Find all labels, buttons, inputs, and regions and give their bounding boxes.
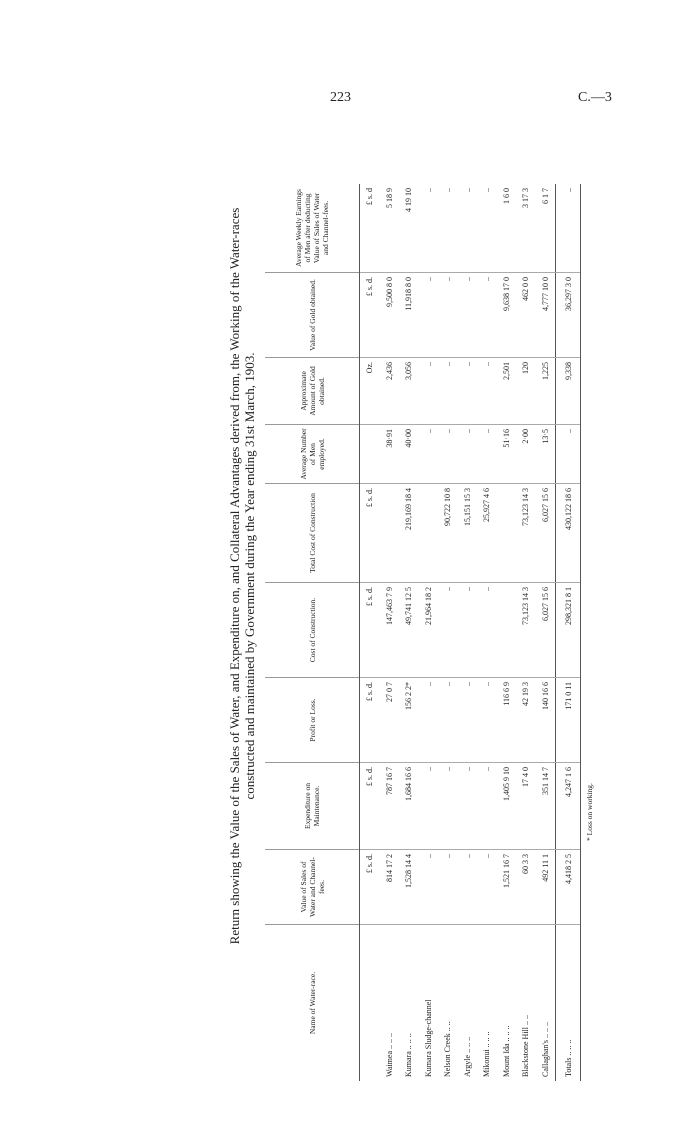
col-men: Average Number of Men employed. bbox=[265, 425, 360, 484]
table-cell: .. bbox=[438, 678, 458, 763]
table-cell: 351 14 7 bbox=[536, 763, 556, 850]
table-cell: .. bbox=[458, 184, 478, 273]
table-cell: Argyle .. .. .. bbox=[462, 1036, 472, 1077]
table-cell: .. bbox=[438, 583, 458, 678]
table-cell: 15,151 15 3 bbox=[458, 484, 478, 583]
col-sales: Value of Sales of Water and Channel-fees. bbox=[265, 850, 360, 925]
table-row bbox=[438, 184, 458, 1081]
unit-cell: £ s. d. bbox=[360, 763, 380, 850]
water-race-table bbox=[265, 184, 581, 1081]
table-cell bbox=[497, 484, 517, 583]
table-cell: 73,123 14 3 bbox=[516, 583, 536, 678]
total-cell: 9,338 bbox=[556, 358, 581, 425]
table-cell: 9,500 8 0 bbox=[380, 273, 400, 358]
col-total-cost: Total Cost of Construction bbox=[265, 484, 360, 583]
table-cell: .. bbox=[458, 583, 478, 678]
unit-cell: £ s. d. bbox=[360, 678, 380, 763]
table-cell: 5 18 9 bbox=[380, 184, 400, 273]
table-cell: 1,405 9 10 bbox=[497, 763, 517, 850]
table-cell: 60 3 3 bbox=[516, 850, 536, 925]
table-row bbox=[497, 184, 517, 1081]
unit-cell bbox=[360, 425, 380, 484]
table-cell: 1 6 0 bbox=[497, 184, 517, 273]
table-cell: .. bbox=[477, 678, 497, 763]
table-cell: 11,918 8 0 bbox=[399, 273, 419, 358]
footnote: * Loss on working. bbox=[585, 783, 594, 841]
table-cell: 6,027 15 6 bbox=[536, 484, 556, 583]
total-cell: .. bbox=[556, 184, 581, 273]
rotated-return-table bbox=[227, 61, 594, 1091]
header-row bbox=[265, 184, 360, 1081]
table-cell: .. bbox=[438, 273, 458, 358]
table-cell: 21,964 18 2 bbox=[419, 583, 439, 678]
table-cell: .. bbox=[458, 763, 478, 850]
table-cell: Waimea .. .. .. bbox=[384, 1032, 394, 1077]
table-cell: .. bbox=[438, 358, 458, 425]
total-cell: 430,122 18 6 bbox=[556, 484, 581, 583]
table-cell: Mount Ida .. .. .. bbox=[501, 1025, 511, 1077]
unit-cell: £ s. d. bbox=[360, 273, 380, 358]
table-row bbox=[380, 184, 400, 1081]
table-cell: 3 17 3 bbox=[516, 184, 536, 273]
table-cell: .. bbox=[477, 850, 497, 925]
table-cell: 49,741 12 5 bbox=[399, 583, 419, 678]
table-cell: 17 4 0 bbox=[516, 763, 536, 850]
table-cell: 156 2 2* bbox=[399, 678, 419, 763]
table-cell: Callaghan's .. .. .. bbox=[540, 1022, 550, 1077]
unit-cell bbox=[360, 925, 380, 1082]
table-cell: .. bbox=[419, 358, 439, 425]
total-cell: 36,297 3 0 bbox=[556, 273, 581, 358]
table-cell: 4,777 10 0 bbox=[536, 273, 556, 358]
table-cell: .. bbox=[419, 678, 439, 763]
table-cell: 42 19 3 bbox=[516, 678, 536, 763]
table-cell: 462 0 0 bbox=[516, 273, 536, 358]
table-cell: 73,123 14 3 bbox=[516, 484, 536, 583]
table-cell: 40·00 bbox=[399, 425, 419, 484]
table-cell: 90,722 10 8 bbox=[438, 484, 458, 583]
total-cell: 4,247 1 6 bbox=[556, 763, 581, 850]
table-cell: Mikonui .. .. .. bbox=[482, 1031, 492, 1077]
table-cell: Nelson Creek .. .. bbox=[443, 1021, 453, 1077]
unit-cell: £ s. d. bbox=[360, 850, 380, 925]
col-maintenance: Expenditure on Maintenance. bbox=[265, 763, 360, 850]
table-cell: 492 11 1 bbox=[536, 850, 556, 925]
unit-cell: Oz. bbox=[360, 358, 380, 425]
table-cell: .. bbox=[458, 358, 478, 425]
table-cell: .. bbox=[419, 763, 439, 850]
table-cell: .. bbox=[419, 184, 439, 273]
table-row bbox=[477, 184, 497, 1081]
document-code: C.—3 bbox=[578, 90, 612, 105]
table-cell: 140 16 6 bbox=[536, 678, 556, 763]
units-row bbox=[360, 184, 380, 1081]
table-cell bbox=[419, 484, 439, 583]
table-cell: .. bbox=[477, 425, 497, 484]
table-cell: 9,638 17 0 bbox=[497, 273, 517, 358]
table-cell: 25,927 4 6 bbox=[477, 484, 497, 583]
table-cell: 147,463 7 9 bbox=[380, 583, 400, 678]
page-number: 223 bbox=[330, 90, 351, 105]
col-profit: Profit or Loss. bbox=[265, 678, 360, 763]
table-cell: 1,528 14 4 bbox=[399, 850, 419, 925]
total-cell: Totals .. .. .. bbox=[556, 925, 581, 1082]
table-cell: .. bbox=[419, 273, 439, 358]
table-cell: .. bbox=[438, 763, 458, 850]
table-cell: .. bbox=[419, 425, 439, 484]
table-cell: .. bbox=[458, 850, 478, 925]
col-gold-amount: Approximate Amount of Gold obtained. bbox=[265, 358, 360, 425]
return-title bbox=[227, 71, 257, 1081]
unit-cell: £ s. d. bbox=[360, 583, 380, 678]
table-cell: Kumara Sludge-channel bbox=[423, 999, 433, 1077]
table-cell: 2,436 bbox=[380, 358, 400, 425]
table-cell: 6 1 7 bbox=[536, 184, 556, 273]
total-cell: 298,321 8 1 bbox=[556, 583, 581, 678]
table-cell: 3,056 bbox=[399, 358, 419, 425]
table-cell: 1,225 bbox=[536, 358, 556, 425]
totals-row bbox=[556, 184, 581, 1081]
table-cell: .. bbox=[477, 763, 497, 850]
table-cell: Blackstone Hill .. .. bbox=[521, 1015, 531, 1077]
table-cell: 120 bbox=[516, 358, 536, 425]
col-cost: Cost of Construction. bbox=[265, 583, 360, 678]
table-cell: .. bbox=[419, 850, 439, 925]
table-cell: 116 6 9 bbox=[497, 678, 517, 763]
table-cell: 38·91 bbox=[380, 425, 400, 484]
table-cell bbox=[380, 484, 400, 583]
table-row bbox=[516, 184, 536, 1081]
table-cell: 2·00 bbox=[516, 425, 536, 484]
table-cell: .. bbox=[438, 850, 458, 925]
table-cell: 51·16 bbox=[497, 425, 517, 484]
table-cell: .. bbox=[477, 583, 497, 678]
unit-cell: £ s. d. bbox=[360, 484, 380, 583]
table-cell: 1,684 16 6 bbox=[399, 763, 419, 850]
table-cell: 13·5 bbox=[536, 425, 556, 484]
table-cell: 219,169 18 4 bbox=[399, 484, 419, 583]
col-weekly-earnings: Average Weekly Earnings of Men after deducting Value of Sales of Water and Channel-fees. bbox=[265, 184, 360, 273]
table-row bbox=[536, 184, 556, 1081]
total-cell: .. bbox=[556, 425, 581, 484]
unit-cell: £ s. d bbox=[360, 184, 380, 273]
table-cell: .. bbox=[438, 425, 458, 484]
table-row bbox=[458, 184, 478, 1081]
table-cell: .. bbox=[477, 358, 497, 425]
title-line-1: Return showing the Value of the Sales of Water, and Expenditure on, and Collateral Advantages derived from, the Working of the Water-races bbox=[227, 207, 242, 945]
table-cell: Kumara .. .. .. bbox=[404, 1033, 414, 1077]
table-cell: 2,501 bbox=[497, 358, 517, 425]
table-cell: .. bbox=[477, 273, 497, 358]
table-cell: .. bbox=[458, 678, 478, 763]
table-cell bbox=[497, 583, 517, 678]
table-cell: .. bbox=[458, 273, 478, 358]
table-cell: .. bbox=[477, 184, 497, 273]
table-cell: 6,027 15 6 bbox=[536, 583, 556, 678]
table-cell: 4 19 10 bbox=[399, 184, 419, 273]
table-cell: .. bbox=[458, 425, 478, 484]
total-cell: 4,418 2 5 bbox=[556, 850, 581, 925]
table-cell: 787 16 7 bbox=[380, 763, 400, 850]
table-row bbox=[419, 184, 439, 1081]
title-line-2: constructed and maintained by Government during the Year ending 31st March, 1903. bbox=[242, 352, 257, 800]
col-name: Name of Water-race. bbox=[265, 925, 360, 1082]
table-cell: .. bbox=[438, 184, 458, 273]
table-row bbox=[399, 184, 419, 1081]
table-cell: 814 17 2 bbox=[380, 850, 400, 925]
col-gold-value: Value of Gold obtained. bbox=[265, 273, 360, 358]
table-cell: 27 0 7 bbox=[380, 678, 400, 763]
total-cell: 171 0 11 bbox=[556, 678, 581, 763]
table-cell: 1,521 16 7 bbox=[497, 850, 517, 925]
